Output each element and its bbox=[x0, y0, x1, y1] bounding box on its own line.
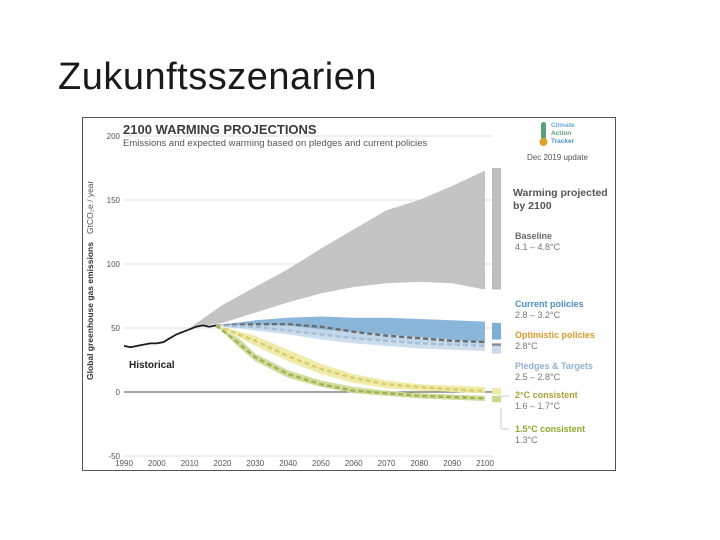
chart-frame bbox=[82, 117, 616, 471]
x-tick-label: 2090 bbox=[443, 459, 462, 468]
one-five-c-label: 1.5°C consistent bbox=[515, 424, 586, 434]
x-tick-label: 2080 bbox=[410, 459, 429, 468]
x-tick-label: 2060 bbox=[344, 459, 363, 468]
y-axis-unit: GtCO₂e / year bbox=[85, 180, 95, 234]
projected-label-line2: by 2100 bbox=[513, 200, 552, 212]
projected-label-line1: Warming projected bbox=[513, 187, 608, 199]
axis-ticks bbox=[107, 132, 495, 468]
optimistic-policies-range: 2.8°C bbox=[515, 341, 538, 351]
two-c-label: 2°C consistent bbox=[515, 390, 578, 400]
pledges-targets-label: Pledges & Targets bbox=[515, 361, 593, 371]
historical-line bbox=[124, 325, 216, 347]
scenario-labels bbox=[513, 187, 608, 445]
band-baseline bbox=[190, 171, 485, 328]
x-tick-label: 1990 bbox=[115, 459, 133, 468]
end-bar-one_five_c bbox=[492, 396, 501, 402]
end-range-bars bbox=[492, 168, 501, 402]
leader-lines bbox=[501, 396, 509, 429]
chart-title: 2100 WARMING PROJECTIONS bbox=[123, 122, 317, 137]
logo-line-1: Climate bbox=[551, 122, 575, 129]
y-tick-label: 50 bbox=[111, 324, 120, 333]
end-bar-pledges bbox=[492, 346, 501, 354]
y-tick-label: 200 bbox=[106, 132, 120, 141]
x-tick-label: 2010 bbox=[180, 459, 199, 468]
current-policies-range: 2.8 – 3.2°C bbox=[515, 310, 561, 320]
chart-subtitle: Emissions and expected warming based on pledges and current policies bbox=[123, 138, 428, 149]
scenario-bands bbox=[190, 171, 485, 401]
y-axis-title bbox=[85, 180, 95, 380]
two-c-range: 1.6 – 1.7°C bbox=[515, 401, 561, 411]
x-tick-label: 2040 bbox=[279, 459, 297, 468]
y-tick-label: -50 bbox=[108, 452, 120, 461]
y-tick-label: 100 bbox=[106, 260, 120, 269]
x-tick-label: 2030 bbox=[246, 459, 265, 468]
x-tick-label: 2050 bbox=[312, 459, 330, 468]
end-bar-current bbox=[492, 323, 501, 340]
climate-action-tracker-logo bbox=[540, 122, 575, 146]
x-tick-label: 2070 bbox=[377, 459, 396, 468]
y-tick-label: 0 bbox=[115, 388, 120, 397]
y-tick-label: 150 bbox=[106, 196, 120, 205]
pledges-targets-range: 2.5 – 2.8°C bbox=[515, 372, 561, 382]
historical-label: Historical bbox=[129, 360, 175, 371]
historical-series bbox=[124, 325, 216, 347]
y-axis-label: Global greenhouse gas emissions bbox=[85, 242, 95, 380]
slide-title: Zukunftsszenarien bbox=[58, 56, 377, 98]
end-bar-optimistic bbox=[492, 343, 501, 346]
end-bar-two_c bbox=[492, 388, 501, 394]
x-tick-label: 2000 bbox=[147, 459, 166, 468]
current-policies-label: Current policies bbox=[515, 299, 584, 309]
logo-line-3: Tracker bbox=[551, 138, 575, 145]
end-bar-baseline bbox=[492, 168, 501, 290]
baseline-label: Baseline bbox=[515, 231, 553, 241]
one-five-c-range: 1.3°C bbox=[515, 435, 538, 445]
date-note: Dec 2019 update bbox=[527, 153, 588, 162]
x-tick-label: 2100 bbox=[476, 459, 494, 468]
logo-line-2: Action bbox=[551, 130, 572, 137]
x-tick-label: 2020 bbox=[213, 459, 232, 468]
optimistic-policies-label: Optimistic policies bbox=[515, 330, 596, 340]
baseline-range: 4.1 – 4.8°C bbox=[515, 242, 561, 252]
warming-projections-chart bbox=[83, 118, 615, 470]
